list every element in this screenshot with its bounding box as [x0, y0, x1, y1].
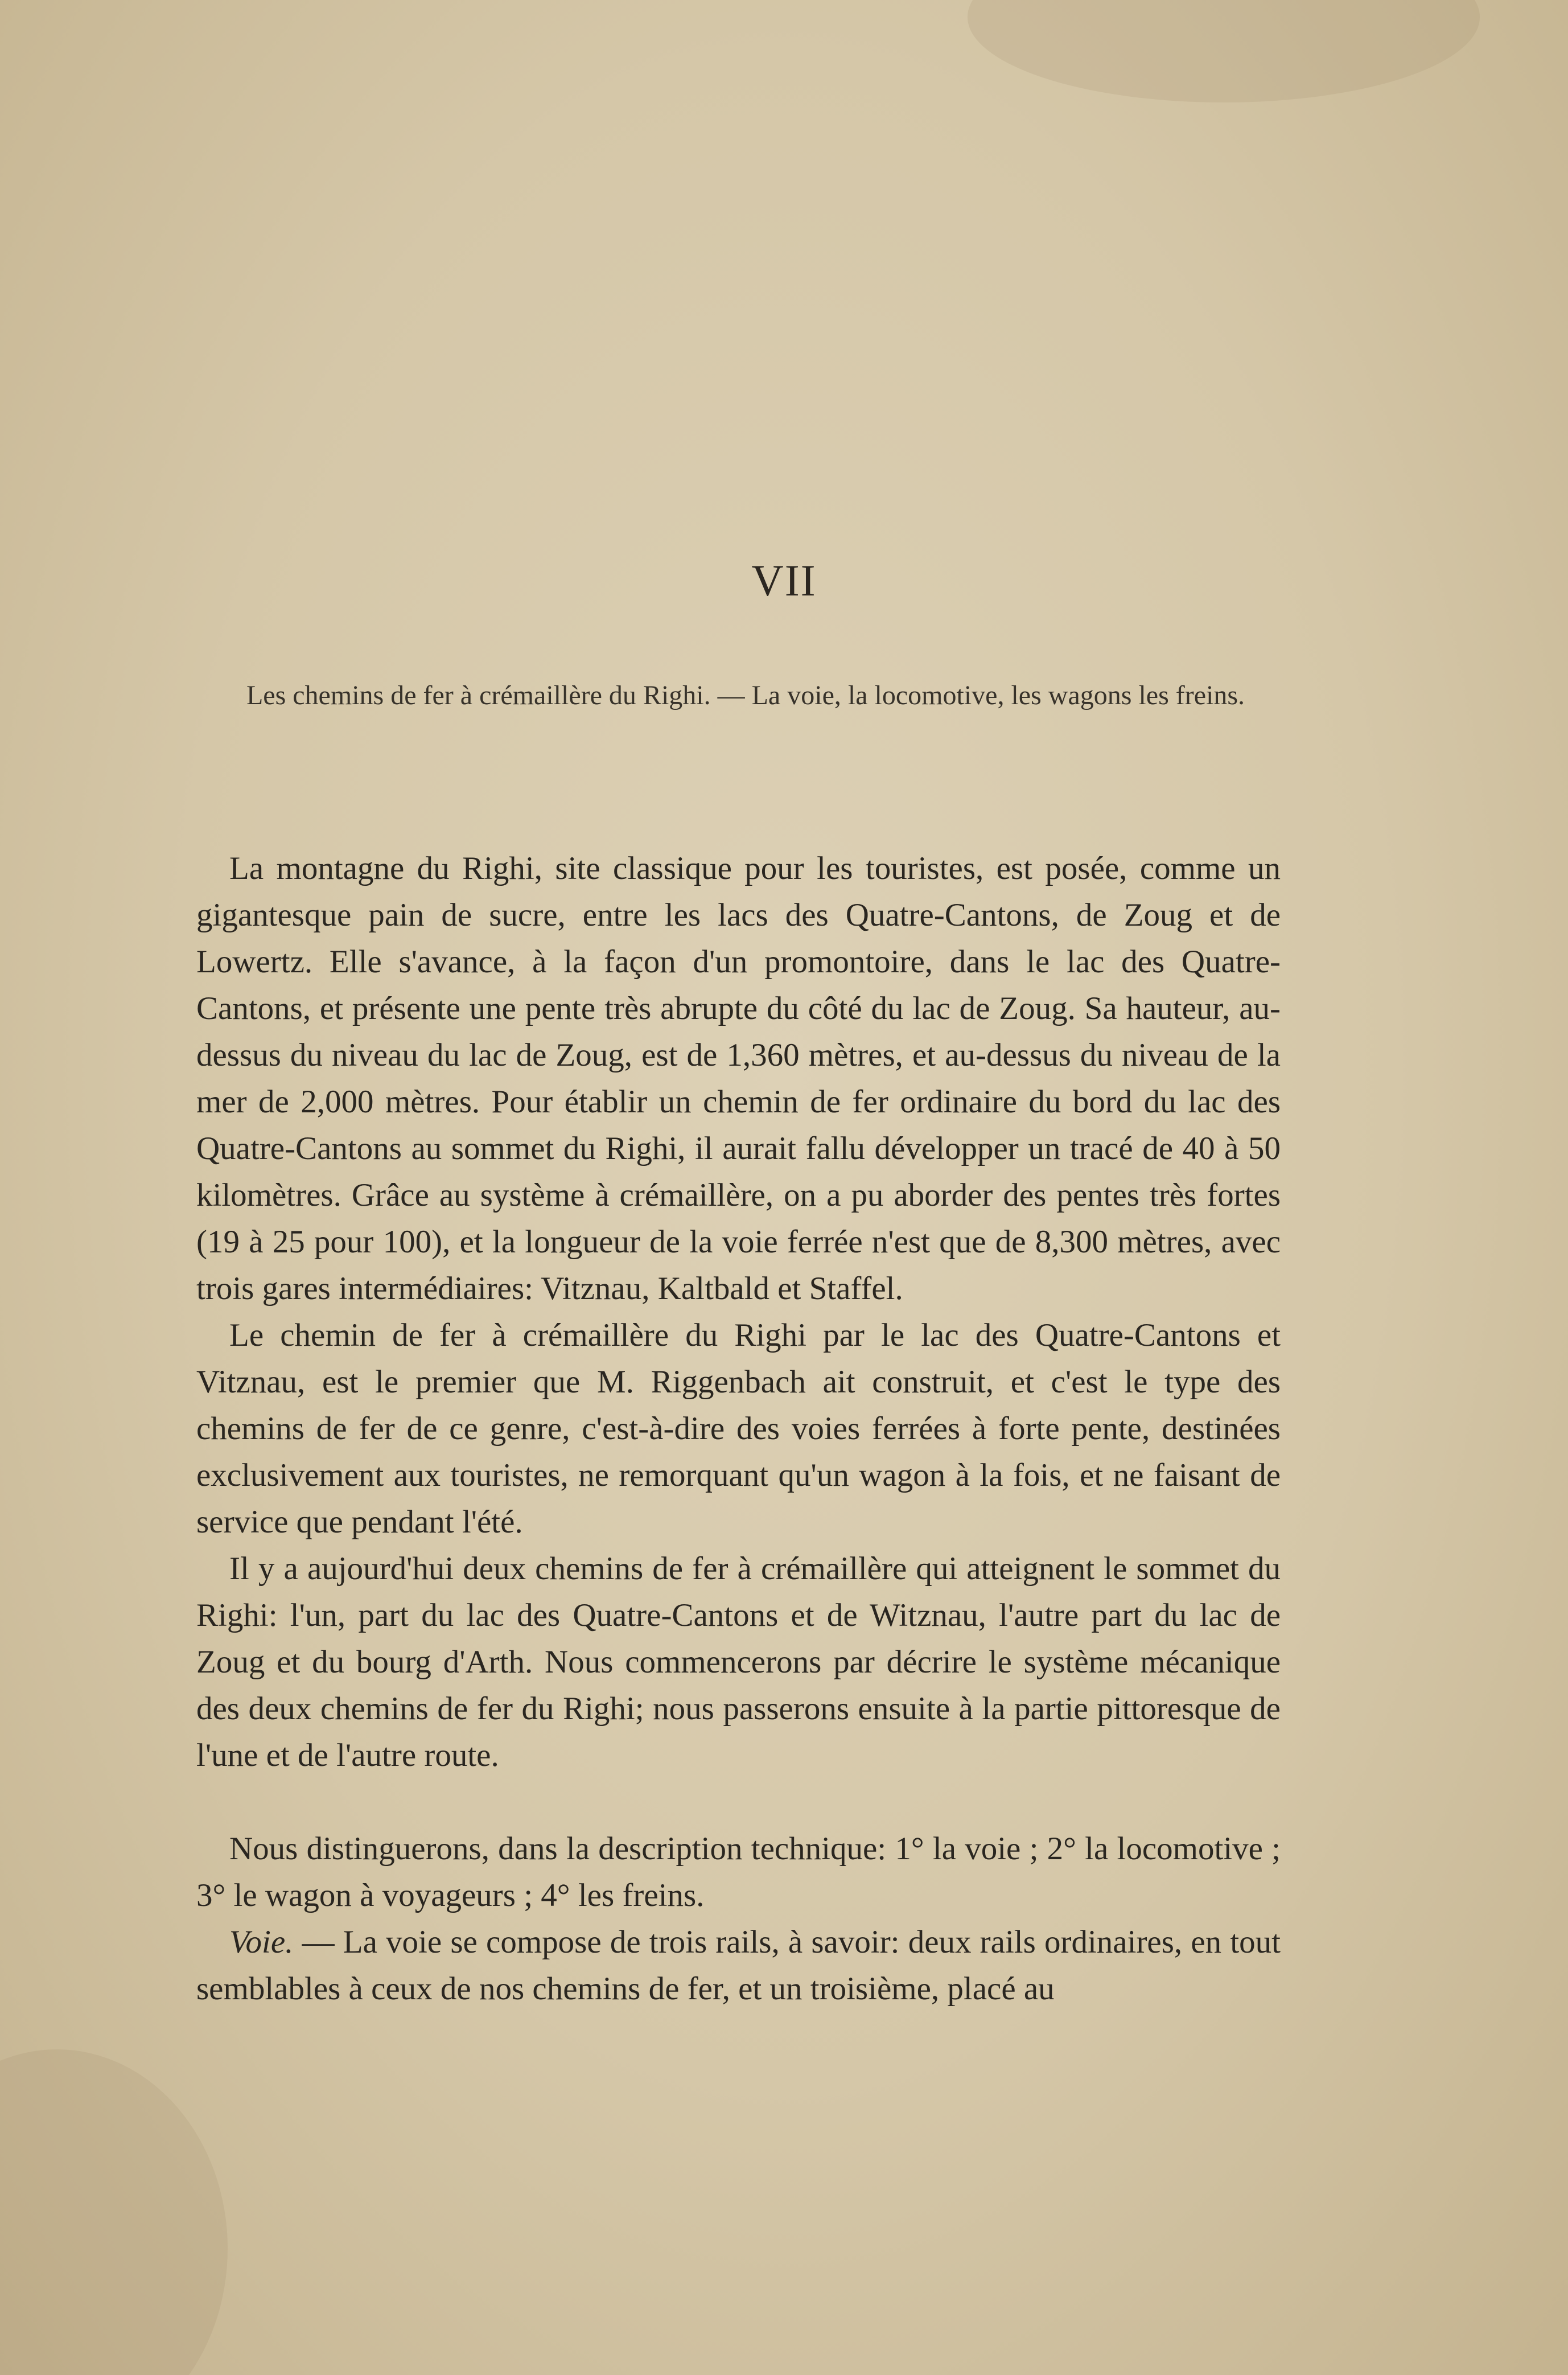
paragraph: Il y a aujourd'hui deux chemins de fer à crémaillère qui atteignent le sommet du Righi: l'un, part du lac des Quatre-Cantons et de Witznau, l'autre part du lac de Zoug et du bourg d'Arth. Nous commencerons par décrire le système mécanique des deux chemins de fer du Righi; nous passerons ensuite à la partie pittoresque de l'une et de l'autre route.	[196, 1551, 1281, 1773]
chapter-number: VII	[751, 556, 817, 605]
paragraph-lead: Voie.	[229, 1924, 294, 1960]
chapter-summary: Les chemins de fer à crémaillère du Righi. — La voie, la locomotive, les wagons les freins.	[246, 680, 1245, 710]
body-text	[196, 845, 1281, 2012]
paragraph: La montagne du Righi, site classique pour les touristes, est posée, comme un gigantesque pain de sucre, entre les lacs des Quatre-Cantons, de Zoug et de Lowertz. Elle s'avance, à la façon d'un promontoire, dans le lac des Quatre-Cantons, et présente une pente très abrupte du côté du lac de Zoug. Sa hauteur, au-dessus du niveau du lac de Zoug, est de 1,360 mètres, et au-dessus du niveau de la mer de 2,000 mètres. Pour établir un chemin de fer ordinaire du bord du lac des Quatre-Cantons au sommet du Righi, il aurait fallu développer un tracé de 40 à 50 kilomètres. Grâce au système à crémaillère, on a pu aborder des pentes très fortes (19 à 25 pour 100), et la longueur de la voie ferrée n'est que de 8,300 mètres, avec trois gares intermédiaires: Vitznau, Kaltbald et Staffel.	[196, 850, 1281, 1306]
paragraph: Nous distinguerons, dans la description technique: 1° la voie ; 2° la locomotive ; 3° le wagon à voyageurs ; 4° les freins.	[196, 1831, 1281, 1913]
paragraph-text: — La voie se compose de trois rails, à savoir: deux rails ordinaires, en tout semblables à ceux de nos chemins de fer, et un troisième, placé au	[196, 1924, 1281, 2007]
paragraph-voie	[196, 1919, 1281, 2012]
paper-stain	[968, 0, 1480, 102]
paragraph: Le chemin de fer à crémaillère du Righi par le lac des Quatre-Cantons et Vitznau, est le premier que M. Riggenbach ait construit, et c'est le type des chemins de fer de ce genre, c'est-à-dire des voies ferrées à forte pente, destinées exclusivement aux touristes, ne remorquant qu'un wagon à la fois, et ne faisant de service que pendant l'été.	[196, 1317, 1281, 1540]
paper-stain	[0, 2049, 228, 2375]
